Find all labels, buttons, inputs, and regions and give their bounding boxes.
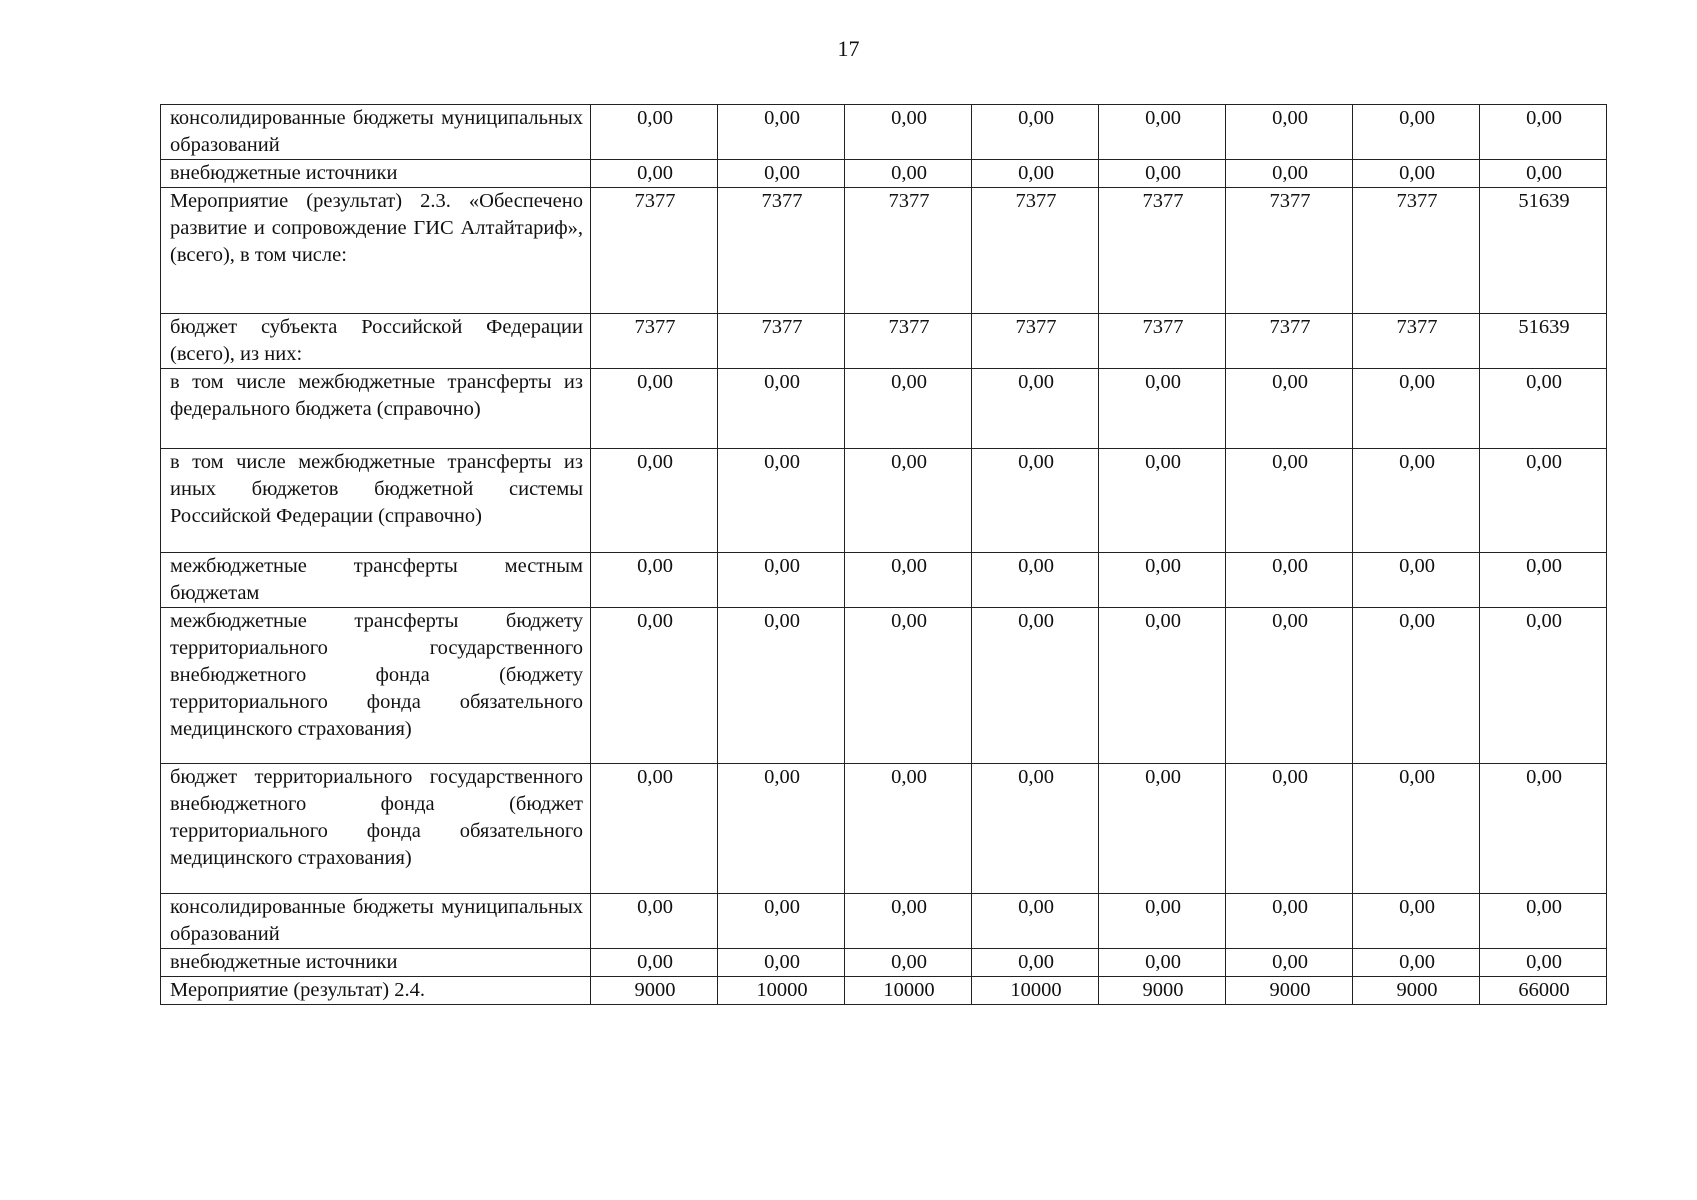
row-total-cell: 51639 (1480, 188, 1607, 314)
year-value-cell: 0,00 (845, 160, 972, 188)
year-value-cell: 0,00 (1099, 608, 1226, 764)
year-value-cell: 0,00 (1226, 764, 1353, 894)
row-total-cell: 0,00 (1480, 105, 1607, 160)
year-value-cell: 7377 (718, 188, 845, 314)
year-value-cell: 0,00 (1099, 894, 1226, 949)
year-value-cell: 0,00 (972, 160, 1099, 188)
row-total-cell: 0,00 (1480, 894, 1607, 949)
table-row (161, 314, 1607, 369)
year-value-cell: 0,00 (718, 369, 845, 449)
year-value-cell: 0,00 (1099, 764, 1226, 894)
year-value-cell: 0,00 (1226, 894, 1353, 949)
year-value-cell: 0,00 (591, 160, 718, 188)
year-value-cell: 0,00 (1353, 105, 1480, 160)
budget-table (160, 104, 1607, 1005)
year-value-cell: 0,00 (845, 105, 972, 160)
year-value-cell: 7377 (1099, 314, 1226, 369)
year-value-cell: 7377 (1226, 188, 1353, 314)
year-value-cell: 0,00 (1099, 105, 1226, 160)
year-value-cell: 10000 (845, 977, 972, 1005)
table-row (161, 105, 1607, 160)
year-value-cell: 0,00 (1353, 449, 1480, 553)
year-value-cell: 0,00 (718, 449, 845, 553)
year-value-cell: 0,00 (1226, 160, 1353, 188)
year-value-cell: 0,00 (591, 949, 718, 977)
row-label: внебюджетные источники (161, 949, 591, 977)
year-value-cell: 9000 (1226, 977, 1353, 1005)
row-total-cell: 0,00 (1480, 949, 1607, 977)
table-row (161, 553, 1607, 608)
row-label: межбюджетные трансферты бюджету территориального государственного внебюджетного фонда (бюджету территориального фонда обязательного медицинского страхования) (161, 608, 591, 764)
year-value-cell: 0,00 (845, 764, 972, 894)
year-value-cell: 0,00 (591, 764, 718, 894)
row-label: межбюджетные трансферты местным бюджетам (161, 553, 591, 608)
year-value-cell: 0,00 (1226, 449, 1353, 553)
row-label: консолидированные бюджеты муниципальных образований (161, 105, 591, 160)
year-value-cell: 0,00 (1353, 553, 1480, 608)
year-value-cell: 0,00 (591, 608, 718, 764)
year-value-cell: 0,00 (718, 160, 845, 188)
year-value-cell: 0,00 (972, 949, 1099, 977)
year-value-cell: 0,00 (1353, 160, 1480, 188)
row-label: в том числе межбюджетные трансферты из федерального бюджета (справочно) (161, 369, 591, 449)
year-value-cell: 0,00 (1099, 369, 1226, 449)
year-value-cell: 7377 (972, 188, 1099, 314)
year-value-cell: 0,00 (718, 894, 845, 949)
year-value-cell: 0,00 (718, 764, 845, 894)
year-value-cell: 0,00 (1226, 369, 1353, 449)
row-label: бюджет субъекта Российской Федерации (всего), из них: (161, 314, 591, 369)
year-value-cell: 0,00 (591, 449, 718, 553)
year-value-cell: 0,00 (1353, 369, 1480, 449)
year-value-cell: 0,00 (845, 449, 972, 553)
year-value-cell: 0,00 (1353, 894, 1480, 949)
year-value-cell: 0,00 (845, 553, 972, 608)
table-row (161, 449, 1607, 553)
table-row (161, 949, 1607, 977)
row-total-cell: 51639 (1480, 314, 1607, 369)
year-value-cell: 0,00 (972, 894, 1099, 949)
year-value-cell: 0,00 (1099, 449, 1226, 553)
year-value-cell: 0,00 (1353, 764, 1480, 894)
year-value-cell: 0,00 (845, 949, 972, 977)
year-value-cell: 0,00 (1226, 105, 1353, 160)
year-value-cell: 9000 (591, 977, 718, 1005)
year-value-cell: 7377 (845, 188, 972, 314)
year-value-cell: 0,00 (591, 894, 718, 949)
year-value-cell: 7377 (1353, 314, 1480, 369)
year-value-cell: 7377 (972, 314, 1099, 369)
table-row (161, 160, 1607, 188)
year-value-cell: 7377 (1353, 188, 1480, 314)
row-total-cell: 0,00 (1480, 764, 1607, 894)
year-value-cell: 0,00 (1226, 553, 1353, 608)
year-value-cell: 0,00 (972, 553, 1099, 608)
year-value-cell: 0,00 (1353, 949, 1480, 977)
year-value-cell: 0,00 (1099, 553, 1226, 608)
row-total-cell: 0,00 (1480, 608, 1607, 764)
year-value-cell: 7377 (1099, 188, 1226, 314)
year-value-cell: 0,00 (972, 449, 1099, 553)
row-label: Мероприятие (результат) 2.3. «Обеспечено развитие и сопровождение ГИС Алтайтариф», (всего), в том числе: (161, 188, 591, 314)
year-value-cell: 0,00 (718, 949, 845, 977)
year-value-cell: 0,00 (591, 369, 718, 449)
row-label: внебюджетные источники (161, 160, 591, 188)
row-total-cell: 0,00 (1480, 449, 1607, 553)
year-value-cell: 7377 (1226, 314, 1353, 369)
table-row (161, 894, 1607, 949)
year-value-cell: 0,00 (845, 894, 972, 949)
row-label: бюджет территориального государственного внебюджетного фонда (бюджет территориального фонда обязательного медицинского страхования) (161, 764, 591, 894)
row-total-cell: 0,00 (1480, 369, 1607, 449)
page-number: 17 (837, 36, 860, 61)
table-body (161, 105, 1607, 1005)
year-value-cell: 9000 (1353, 977, 1480, 1005)
table-row (161, 608, 1607, 764)
year-value-cell: 0,00 (972, 105, 1099, 160)
year-value-cell: 0,00 (845, 369, 972, 449)
year-value-cell: 0,00 (972, 764, 1099, 894)
year-value-cell: 0,00 (591, 553, 718, 608)
year-value-cell: 0,00 (718, 105, 845, 160)
year-value-cell: 7377 (591, 188, 718, 314)
year-value-cell: 0,00 (1099, 160, 1226, 188)
year-value-cell: 7377 (845, 314, 972, 369)
year-value-cell: 0,00 (972, 608, 1099, 764)
year-value-cell: 10000 (718, 977, 845, 1005)
year-value-cell: 0,00 (1226, 608, 1353, 764)
year-value-cell: 10000 (972, 977, 1099, 1005)
table-row (161, 369, 1607, 449)
row-total-cell: 0,00 (1480, 160, 1607, 188)
year-value-cell: 7377 (591, 314, 718, 369)
year-value-cell: 0,00 (1226, 949, 1353, 977)
table-row (161, 188, 1607, 314)
row-total-cell: 0,00 (1480, 553, 1607, 608)
row-total-cell: 66000 (1480, 977, 1607, 1005)
table-row (161, 764, 1607, 894)
year-value-cell: 0,00 (1353, 608, 1480, 764)
row-label: в том числе межбюджетные трансферты из иных бюджетов бюджетной системы Российской Федерации (справочно) (161, 449, 591, 553)
year-value-cell: 9000 (1099, 977, 1226, 1005)
row-label: консолидированные бюджеты муниципальных образований (161, 894, 591, 949)
year-value-cell: 0,00 (1099, 949, 1226, 977)
year-value-cell: 0,00 (718, 553, 845, 608)
year-value-cell: 0,00 (845, 608, 972, 764)
row-label: Мероприятие (результат) 2.4. (161, 977, 591, 1005)
year-value-cell: 7377 (718, 314, 845, 369)
table-row (161, 977, 1607, 1005)
year-value-cell: 0,00 (718, 608, 845, 764)
year-value-cell: 0,00 (972, 369, 1099, 449)
year-value-cell: 0,00 (591, 105, 718, 160)
